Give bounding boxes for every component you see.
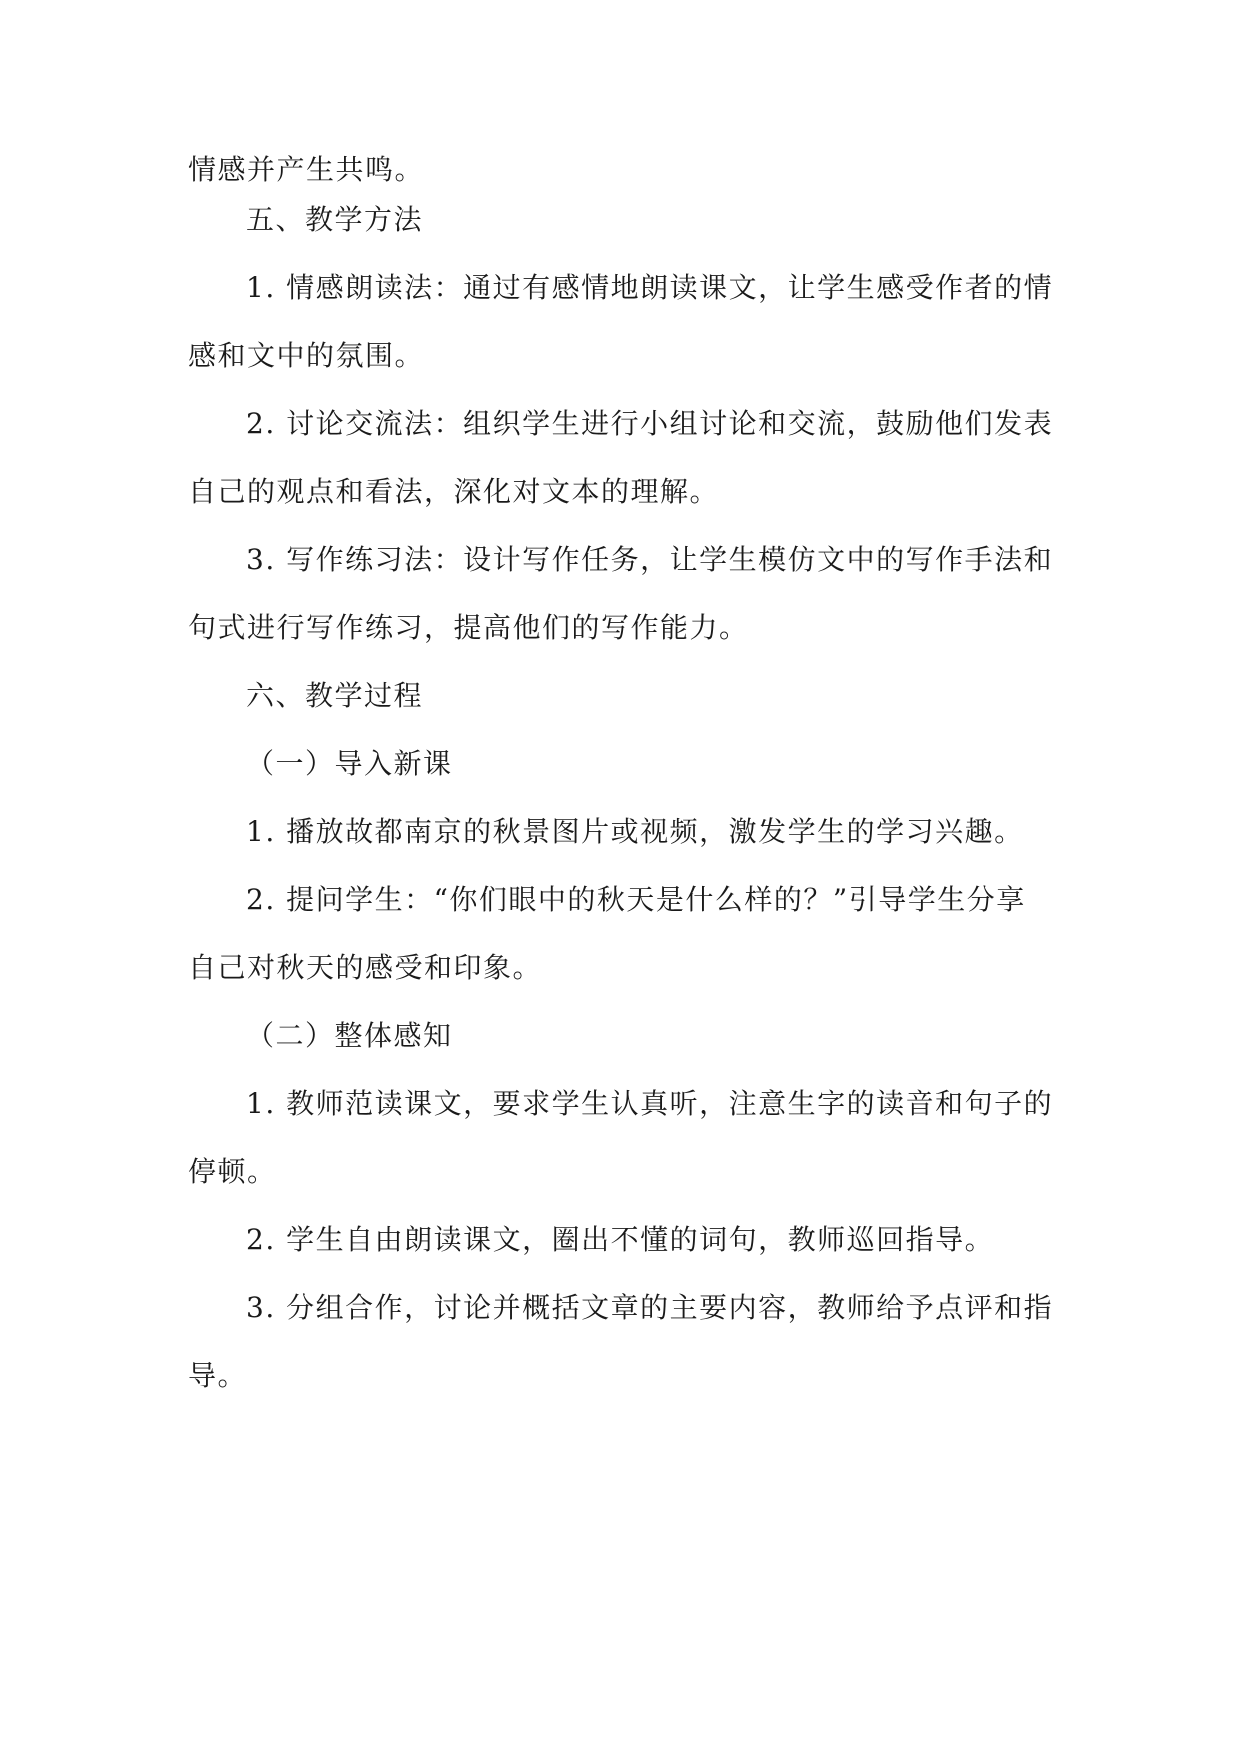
perception-item-3-line-1: 3. 分组合作，讨论并概括文章的主要内容，教师给予点评和指	[246, 1291, 1054, 1324]
method-item-1-line-1: 1. 情感朗读法：通过有感情地朗读课文，让学生感受作者的情	[246, 271, 1054, 304]
subsection-heading-introduction: （一）导入新课	[246, 747, 453, 780]
intro-item-2-line-1: 2. 提问学生：“你们眼中的秋天是什么样的？”引导学生分享	[246, 883, 1026, 916]
perception-item-1-line-2: 停顿。	[188, 1155, 277, 1188]
method-item-2-line-1: 2. 讨论交流法：组织学生进行小组讨论和交流，鼓励他们发表	[246, 407, 1054, 440]
subsection-heading-overall-perception: （二）整体感知	[246, 1019, 453, 1052]
section-heading-teaching-methods: 五、教学方法	[246, 203, 424, 236]
paragraph-continuation: 情感并产生共鸣。	[188, 153, 425, 186]
intro-item-2-line-2: 自己对秋天的感受和印象。	[188, 951, 543, 984]
method-item-1-line-2: 感和文中的氛围。	[188, 339, 425, 372]
method-item-3-line-2: 句式进行写作练习，提高他们的写作能力。	[188, 611, 749, 644]
method-item-3-line-1: 3. 写作练习法：设计写作任务，让学生模仿文中的写作手法和	[246, 543, 1054, 576]
perception-item-1-line-1: 1. 教师范读课文，要求学生认真听，注意生字的读音和句子的	[246, 1087, 1054, 1120]
perception-item-3-line-2: 导。	[188, 1359, 248, 1392]
section-heading-teaching-process: 六、教学过程	[246, 679, 424, 712]
intro-item-1: 1. 播放故都南京的秋景图片或视频，激发学生的学习兴趣。	[246, 815, 1024, 848]
method-item-2-line-2: 自己的观点和看法，深化对文本的理解。	[188, 475, 720, 508]
perception-item-2: 2. 学生自由朗读课文，圈出不懂的词句，教师巡回指导。	[246, 1223, 995, 1256]
